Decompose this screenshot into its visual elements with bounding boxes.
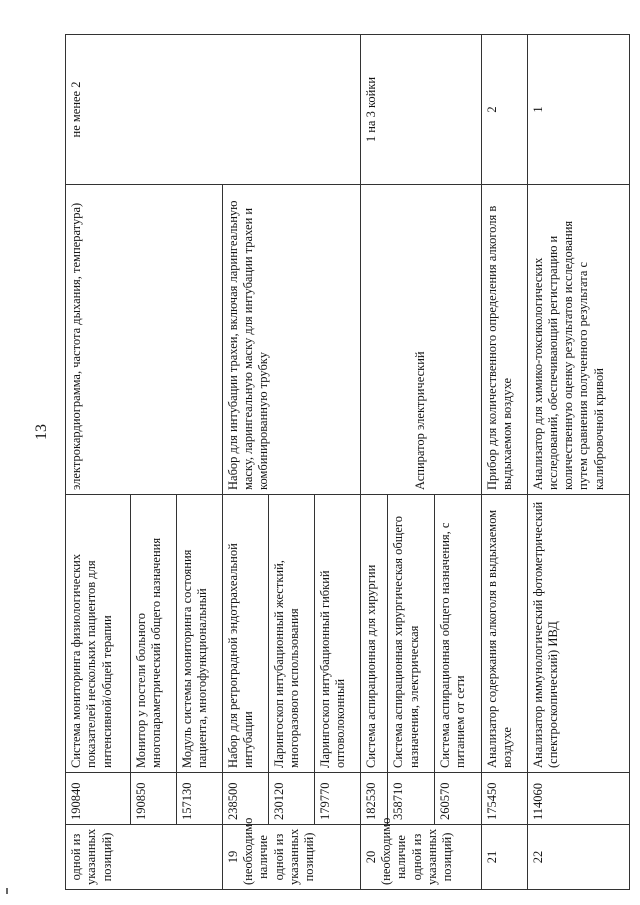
position-number: одной из указанных позиций) [66, 825, 223, 890]
device-name: Монитор у постели больного многопараметрический общего назначения [130, 495, 176, 773]
quantity: 2 [481, 35, 527, 185]
quantity: не менее 2 [66, 35, 361, 185]
device-code: 358710 [388, 773, 435, 825]
device-code: 179770 [314, 773, 360, 825]
table-row [481, 35, 527, 890]
device-code: 175450 [481, 773, 527, 825]
position-number: 22 [527, 825, 629, 890]
device-name: Модуль системы мониторинга состояния пациента, многофункциональный [176, 495, 222, 773]
device-code: 157130 [176, 773, 222, 825]
device-name: Набор для ретроградной эндотрахеальной интубации [222, 495, 268, 773]
position-number: 21 [481, 825, 527, 890]
page-number: 13 [33, 424, 50, 440]
scan-edge-mark [6, 888, 8, 894]
device-name: Система аспирационная общего назначения, с питанием от сети [435, 495, 482, 773]
device-code: 114060 [527, 773, 629, 825]
device-code: 238500 [222, 773, 268, 825]
table-row [66, 35, 131, 890]
table-row [527, 35, 629, 890]
device-name: Система аспирационная для хирургии [360, 495, 388, 773]
device-code: 190850 [130, 773, 176, 825]
device-name: Анализатор содержания алкоголя в выдыхаемом воздухе [481, 495, 527, 773]
requirement-text: Аспиратор электрический [360, 185, 481, 495]
device-name: Система аспирационная хирургическая общего назначения, электрическая [388, 495, 435, 773]
quantity: 1 на 3 койки [360, 35, 481, 185]
table-row [360, 35, 388, 890]
requirement-text: электрокардиограмма, частота дыхания, температура) [66, 185, 223, 495]
device-code: 190840 [66, 773, 131, 825]
device-code: 260570 [435, 773, 482, 825]
device-name: Ларингоскоп интубационный гибкий оптоволоконный [314, 495, 360, 773]
device-name: Анализатор иммунологический фотометрический (спектроскопический) ИВД [527, 495, 629, 773]
requirement-text: Анализатор для химико-токсикологических исследований, обеспечивающий регистрацию и количественную оценку результатов исследования путем сравнения полученного результата с калибровочной кривой [527, 185, 629, 495]
rotated-table-wrapper [65, 35, 630, 890]
device-name: Система мониторинга физиологических показателей нескольких пациентов для интенсивной/общей терапии [66, 495, 131, 773]
position-number: 20 (необходимо наличие одной из указанных позиций) [360, 825, 481, 890]
equipment-table [65, 34, 630, 890]
position-number: 19 (необходимо наличие одной из указанных позиций) [222, 825, 360, 890]
device-code: 182530 [360, 773, 388, 825]
requirement-text: Прибор для количественного определения алкоголя в выдыхаемом воздухе [481, 185, 527, 495]
requirement-text: Набор для интубации трахеи, включая ларингеальную маску, ларингеальную маску для интубации трахеи и комбинированную трубку [222, 185, 360, 495]
device-code: 230120 [268, 773, 314, 825]
quantity: 1 [527, 35, 629, 185]
device-name: Ларингоскоп интубационный жесткий, многоразового использования [268, 495, 314, 773]
